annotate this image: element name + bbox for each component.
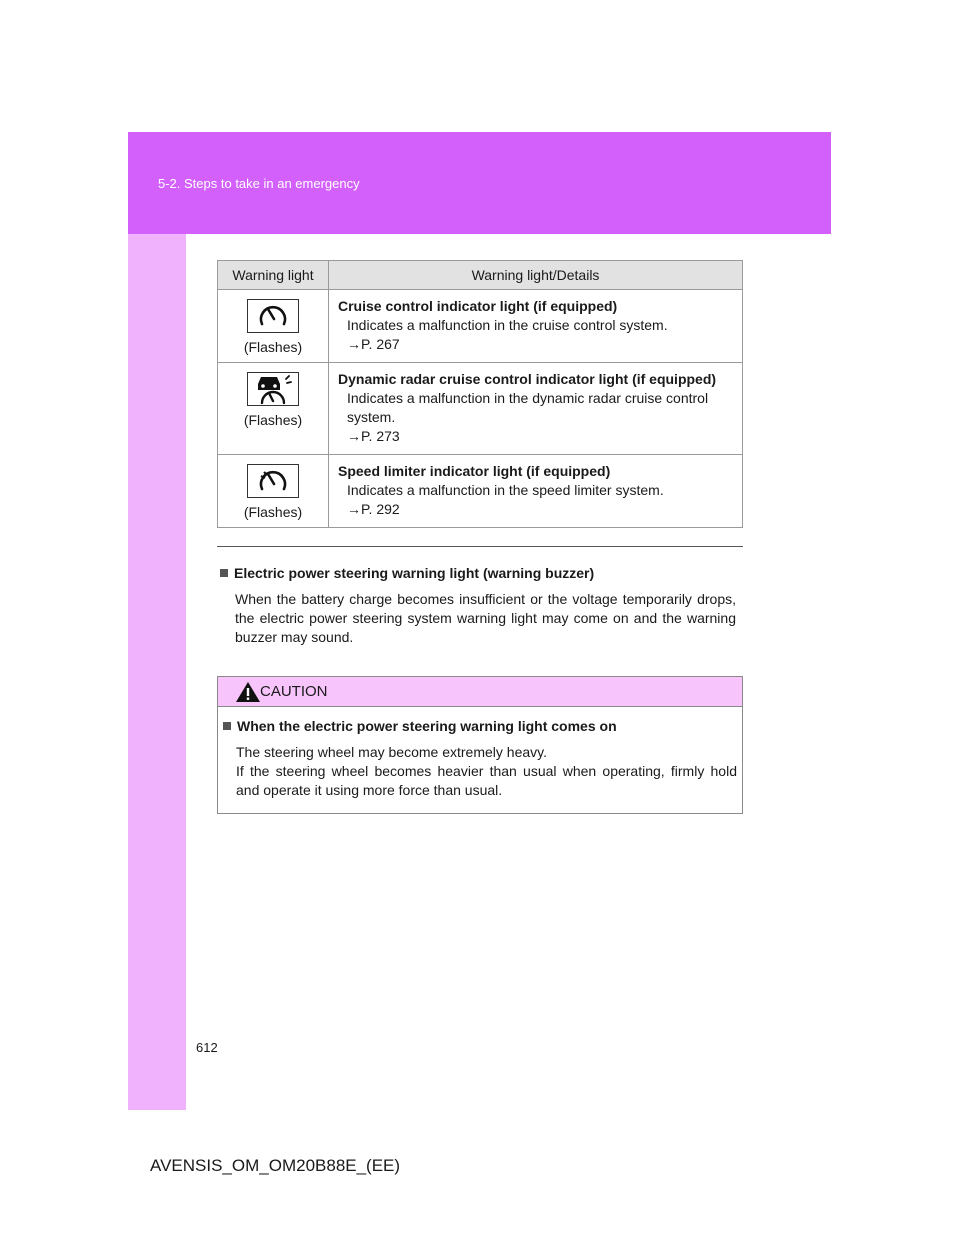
- section-divider: [217, 546, 743, 547]
- caution-heading-text: When the electric power steering warning light comes on: [237, 718, 617, 734]
- caution-label: CAUTION: [260, 683, 328, 700]
- page-reference: →P. 267: [347, 336, 400, 352]
- detail-text: Indicates a malfunction in the cruise control system.: [347, 317, 668, 333]
- warning-triangle-icon: [235, 681, 261, 703]
- table-row: [218, 290, 743, 363]
- caution-box: [217, 676, 743, 814]
- detail-title: Cruise control indicator light (if equipped): [338, 298, 618, 314]
- page-number: 612: [196, 1040, 218, 1055]
- detail-title: Speed limiter indicator light (if equipped): [338, 463, 611, 479]
- page-reference: →P. 292: [347, 501, 400, 517]
- caution-line: If the steering wheel becomes heavier than usual when operating, firmly hold and operate it using more force than usual.: [236, 763, 737, 798]
- detail-cell: [329, 455, 743, 528]
- section-title: 5-2. Steps to take in an emergency: [158, 176, 360, 191]
- detail-cell: [329, 363, 743, 455]
- caution-heading: [223, 718, 617, 734]
- flash-label: (Flashes): [243, 339, 303, 355]
- table-row: [218, 455, 743, 528]
- speed-limiter-icon: [247, 464, 299, 498]
- note-heading: [220, 565, 594, 581]
- icon-cell: [218, 290, 329, 363]
- cruise-control-icon: [247, 299, 299, 333]
- flash-label: (Flashes): [243, 412, 303, 428]
- table-row: [218, 363, 743, 455]
- document-code: AVENSIS_OM_OM20B88E_(EE): [150, 1156, 401, 1175]
- note-paragraph: When the battery charge becomes insufficient or the voltage temporarily drops, the electric power steering system warning light may come on and the warning buzzer may sound.: [235, 591, 736, 645]
- column-header-warning-light: Warning light: [218, 261, 329, 290]
- detail-text: Indicates a malfunction in the speed limiter system.: [347, 482, 664, 498]
- chapter-side-bar: [128, 234, 186, 1110]
- warning-light-table: [217, 260, 743, 528]
- caution-header: [218, 677, 742, 707]
- note-heading-text: Electric power steering warning light (warning buzzer): [234, 565, 595, 581]
- detail-cell: [329, 290, 743, 363]
- detail-text: Indicates a malfunction in the dynamic radar cruise control system.: [347, 390, 709, 425]
- caution-line: The steering wheel may become extremely heavy.: [236, 744, 547, 760]
- table-header-row: [218, 261, 743, 290]
- column-header-details: Warning light/Details: [329, 261, 743, 290]
- bullet-square-icon: [223, 722, 231, 730]
- detail-title: Dynamic radar cruise control indicator light (if equipped): [338, 371, 717, 387]
- flash-label: (Flashes): [243, 504, 303, 520]
- dynamic-radar-cruise-control-icon: [247, 372, 299, 406]
- caution-text: [236, 743, 737, 800]
- page-reference: →P. 273: [347, 428, 400, 444]
- icon-cell: [218, 363, 329, 455]
- bullet-square-icon: [220, 569, 228, 577]
- icon-cell: [218, 455, 329, 528]
